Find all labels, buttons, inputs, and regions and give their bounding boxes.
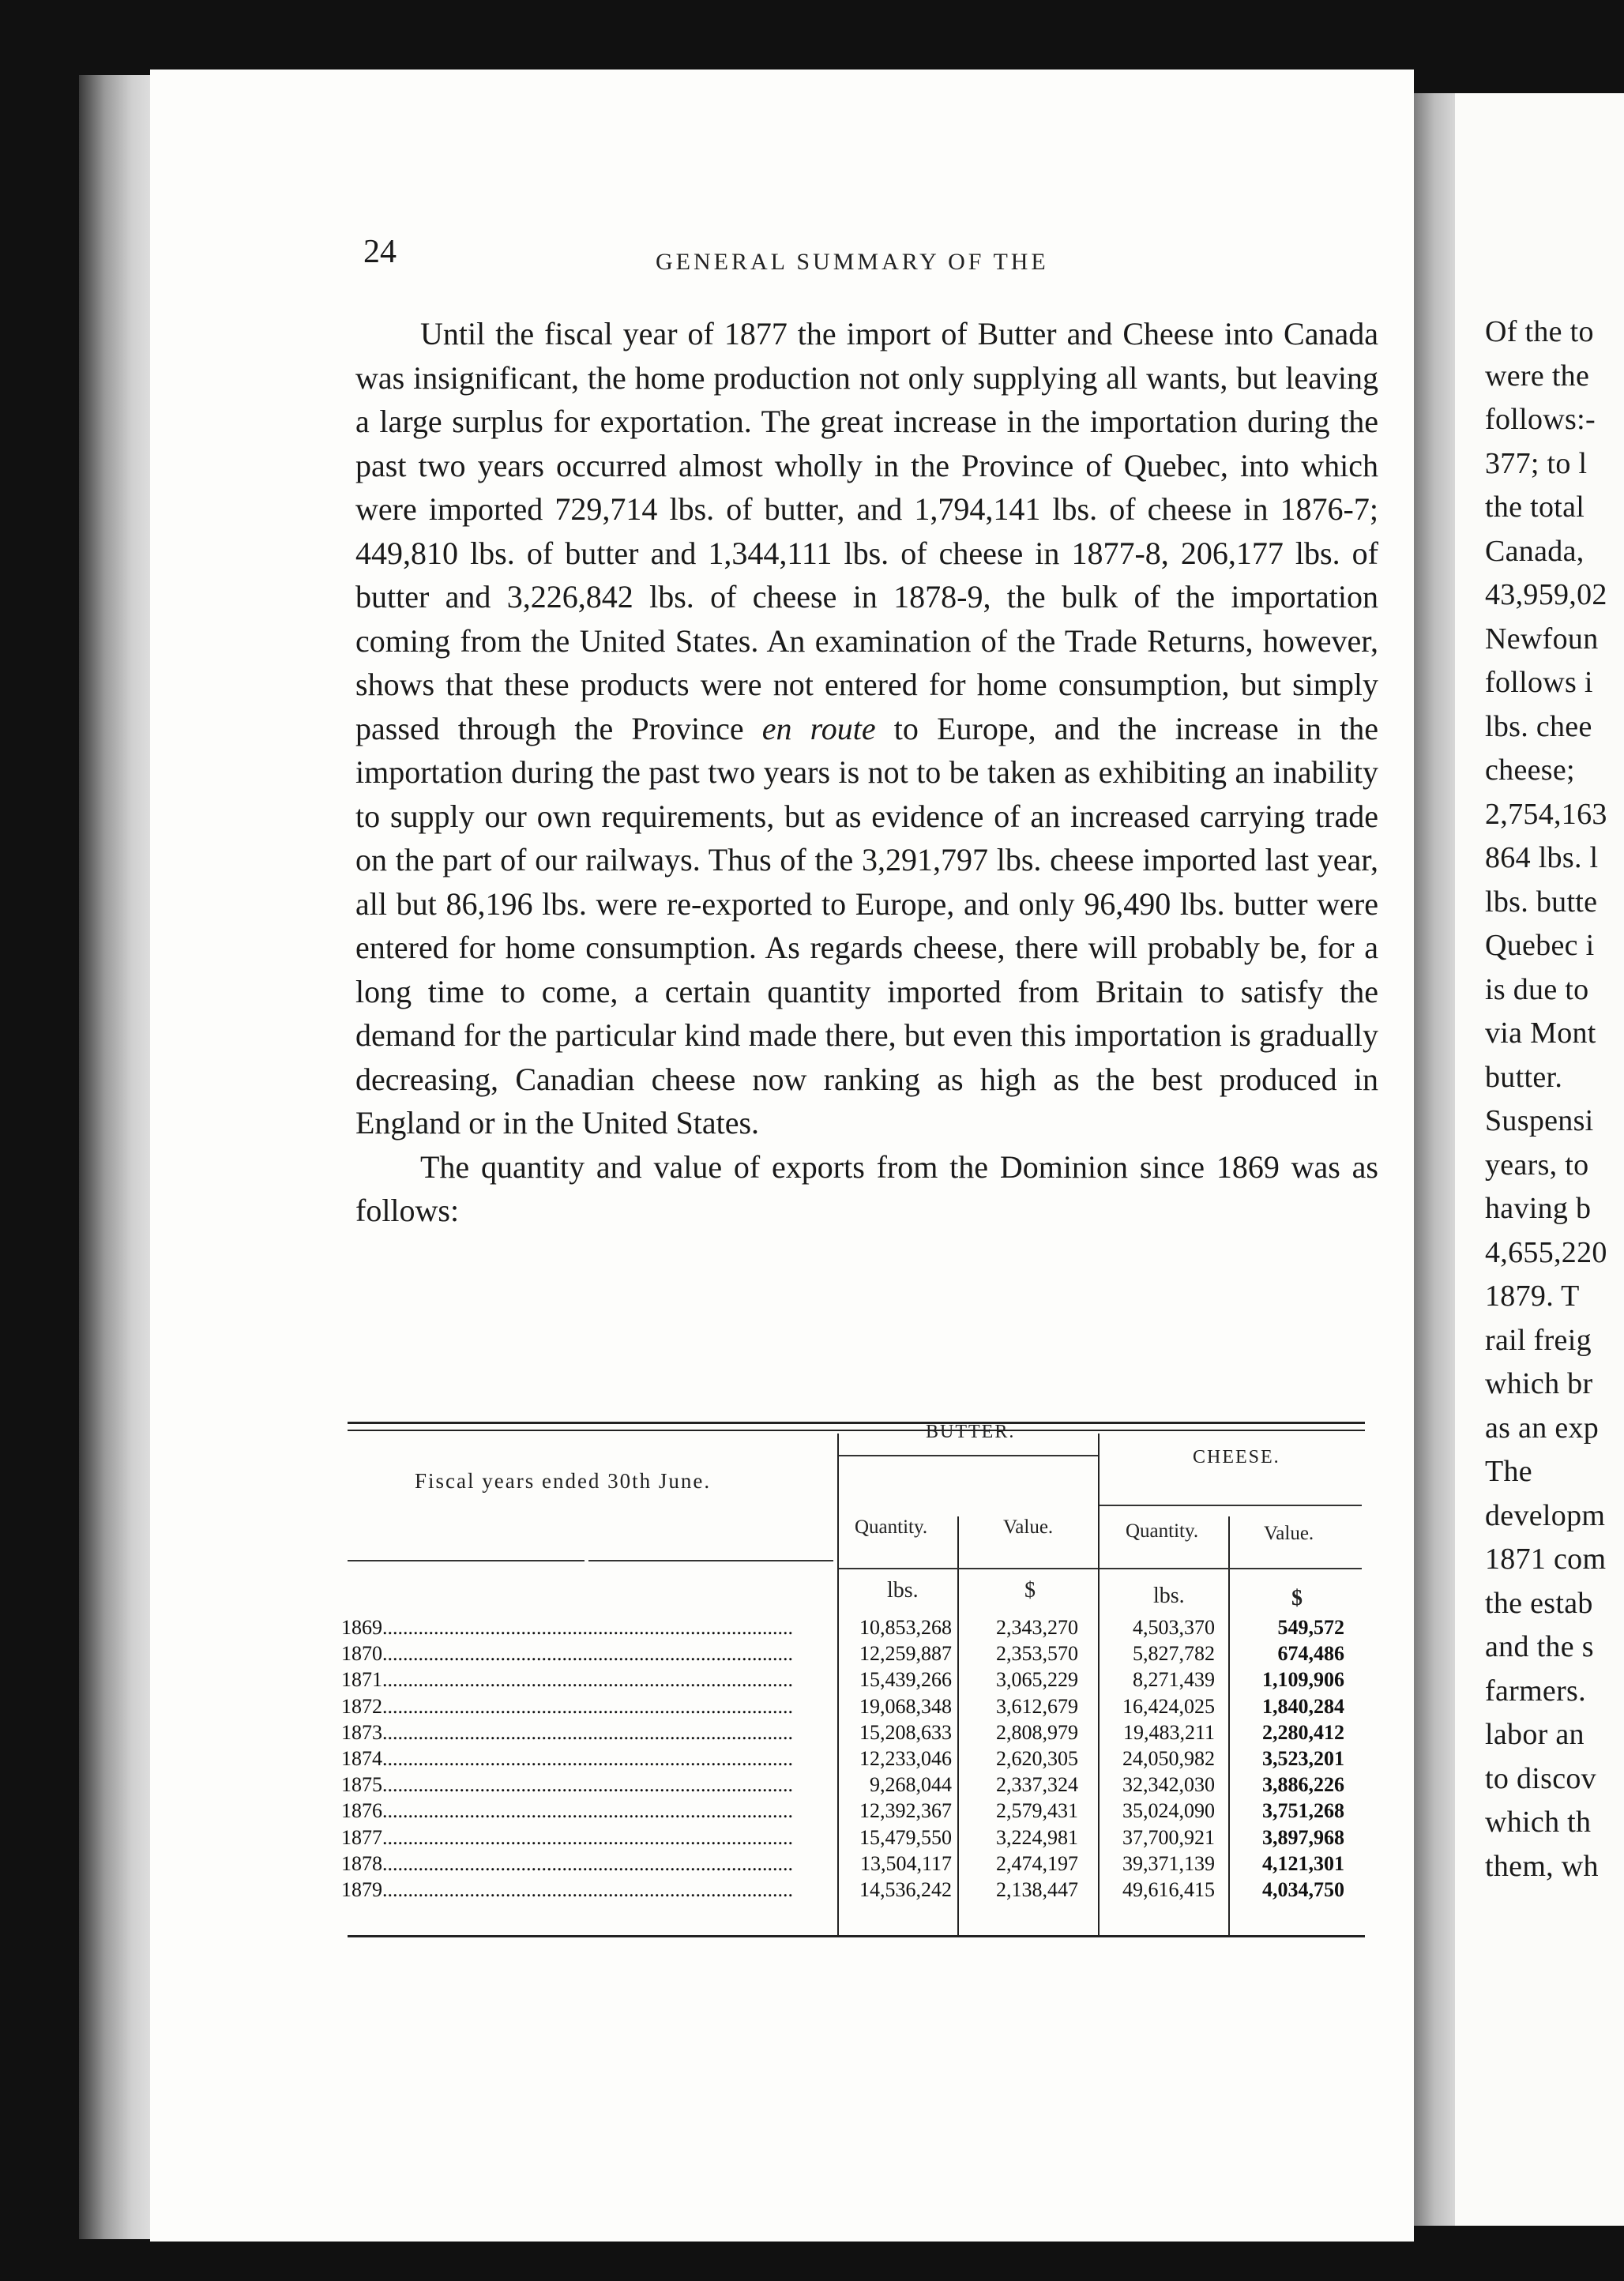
cheese-quantity-cell: 4,503,370 xyxy=(1133,1616,1215,1639)
cheese-quantity-cell: 8,271,439 xyxy=(1133,1668,1215,1692)
right-page-line: 1879. T xyxy=(1485,1280,1580,1313)
year-cell: 1871................................................................................ xyxy=(341,1668,793,1692)
butter-quantity-cell: 15,439,266 xyxy=(859,1668,952,1692)
right-page-line: cheese; xyxy=(1485,753,1575,787)
fiscal-underline xyxy=(588,1560,833,1561)
right-page-line: having b xyxy=(1485,1192,1592,1225)
cheese-quantity-cell: 37,700,921 xyxy=(1122,1825,1215,1849)
right-page-line: which br xyxy=(1485,1367,1593,1400)
cheese-value-cell: 3,886,226 xyxy=(1262,1773,1344,1797)
running-head: GENERAL SUMMARY OF THE xyxy=(656,249,1049,275)
butter-quantity-cell: 13,504,117 xyxy=(859,1851,952,1875)
right-page-line: were the xyxy=(1485,359,1590,393)
table-top-rule-thin xyxy=(348,1430,1365,1431)
year-cell: 1875................................................................................ xyxy=(341,1773,793,1797)
right-page-line: Quebec i xyxy=(1485,929,1595,962)
right-page-line: Suspensi xyxy=(1485,1104,1594,1137)
cheese-quantity-cell: 19,483,211 xyxy=(1122,1720,1215,1744)
cheese-value-cell: 4,034,750 xyxy=(1262,1878,1344,1901)
butter-unit-lbs: lbs. xyxy=(887,1578,919,1603)
right-page-line: the estab xyxy=(1485,1586,1593,1620)
right-page-line: developm xyxy=(1485,1498,1606,1532)
paragraph-2: The quantity and value of exports from the Dominion since 1869 was as follows: xyxy=(355,1148,1378,1228)
butter-sub-underline xyxy=(839,1568,1098,1569)
right-page-line: Of the to xyxy=(1485,315,1594,348)
cheese-value-cell: 549,572 xyxy=(1277,1616,1344,1639)
right-page-line: 43,959,02 xyxy=(1485,578,1607,611)
butter-quantity-cell: 9,268,044 xyxy=(870,1773,952,1797)
butter-value-cell: 2,343,270 xyxy=(996,1616,1078,1639)
paragraph-1: Until the fiscal year of 1877 the import of Butter and Cheese into Canada was insignificant, the home production not only supplying all wants, but leaving a large surplus for exportation. The great increase in the importation during the past two years occurred almost wholly in the Province of Quebec, into which were imported 729,714 lbs. of butter, and 1,794,141 lbs. of cheese in 1876-7; 449,810 lbs. of butter and 1,344,111 lbs. of cheese in 1877-8, 206,177 lbs. of butter and 3,226,842 lbs. of cheese in 1878-9, the bulk of the importation coming from the United States. An examination of the Trade Returns, however, shows that these products were not entered for home consumption, but simply passed through the Province en route to Europe, and the increase in the importation during the past two years is not to be taken as exhibiting an inability to supply our own requirements, but as evidence of an increased carrying trade on the part of our railways. Thus of the 3,291,797 lbs. cheese imported last year, all but 86,196 lbs. were re-exported to Europe, and only 96,490 lbs. butter were entered for home consumption. As regards cheese, there will probably be, for a long time to come, a certain quantity imported from Britain to satisfy the demand for the particular kind made there, but even this importation is gradually decreasing, Canadian cheese now ranking as high as the best produced in England or in the United States. xyxy=(355,316,1378,1140)
butter-value-cell: 2,579,431 xyxy=(996,1799,1078,1823)
cheese-quantity-cell: 16,424,025 xyxy=(1122,1694,1215,1718)
right-page-line: years, to xyxy=(1485,1148,1589,1182)
butter-quantity-cell: 15,208,633 xyxy=(859,1720,952,1744)
cheese-quantity-header: Quantity. xyxy=(1126,1520,1199,1542)
year-cell: 1873................................................................................ xyxy=(341,1720,793,1744)
column-rule xyxy=(957,1516,959,1935)
cheese-value-cell: 3,523,201 xyxy=(1262,1747,1344,1770)
page-right xyxy=(1455,93,1624,2226)
right-page-line: is due to xyxy=(1485,972,1589,1006)
cheese-quantity-cell: 49,616,415 xyxy=(1122,1878,1215,1901)
right-page-line: Canada, xyxy=(1485,534,1585,568)
cheese-quantity-cell: 39,371,139 xyxy=(1122,1851,1215,1875)
butter-quantity-cell: 14,536,242 xyxy=(859,1878,952,1901)
right-page-line: via Mont xyxy=(1485,1016,1596,1050)
fiscal-underline xyxy=(348,1560,585,1561)
right-page-line: them, wh xyxy=(1485,1849,1599,1883)
right-page-line: 4,655,220 xyxy=(1485,1235,1607,1269)
butter-value-header: Value. xyxy=(1003,1516,1054,1538)
year-cell: 1874................................................................................ xyxy=(341,1747,793,1770)
page-number: 24 xyxy=(363,234,397,270)
cheese-value-header: Value. xyxy=(1264,1523,1314,1544)
right-page-line: rail freig xyxy=(1485,1323,1592,1357)
cheese-unit-lbs: lbs. xyxy=(1153,1584,1185,1608)
butter-value-cell: 3,612,679 xyxy=(996,1694,1078,1718)
right-page-line: Newfoun xyxy=(1485,622,1599,656)
cheese-unit-dollar: $ xyxy=(1291,1586,1303,1610)
body-text xyxy=(355,312,1378,1233)
right-page-line: the total xyxy=(1485,490,1585,524)
butter-quantity-cell: 19,068,348 xyxy=(859,1694,952,1718)
butter-quantity-header: Quantity. xyxy=(855,1516,928,1538)
year-cell: 1878................................................................................ xyxy=(341,1851,793,1875)
right-page-line: The xyxy=(1485,1455,1532,1488)
cheese-value-cell: 674,486 xyxy=(1277,1642,1344,1666)
right-page-line: follows:- xyxy=(1485,403,1596,436)
right-page-line: 2,754,163 xyxy=(1485,797,1607,831)
table-bottom-rule xyxy=(348,1935,1365,1937)
butter-value-cell: 2,808,979 xyxy=(996,1720,1078,1744)
cheese-quantity-cell: 5,827,782 xyxy=(1133,1642,1215,1666)
right-page-line: follows i xyxy=(1485,666,1593,699)
right-page-line: lbs. butte xyxy=(1485,885,1598,919)
right-page-line: to discov xyxy=(1485,1761,1596,1795)
header-cheese: CHEESE. xyxy=(1193,1447,1280,1467)
cheese-quantity-cell: 32,342,030 xyxy=(1122,1773,1215,1797)
right-page-line: lbs. chee xyxy=(1485,709,1592,743)
cheese-value-cell: 4,121,301 xyxy=(1262,1851,1344,1875)
header-fiscal-years: Fiscal years ended 30th June. xyxy=(415,1469,712,1493)
year-cell: 1876................................................................................ xyxy=(341,1799,793,1823)
butter-header-underline xyxy=(839,1455,1098,1456)
right-page-line: as an exp xyxy=(1485,1411,1600,1445)
cheese-value-cell: 2,280,412 xyxy=(1262,1720,1344,1744)
right-page-line: butter. xyxy=(1485,1060,1563,1094)
cheese-value-cell: 1,840,284 xyxy=(1262,1694,1344,1718)
cheese-value-cell: 3,897,968 xyxy=(1262,1825,1344,1849)
butter-value-cell: 2,353,570 xyxy=(996,1642,1078,1666)
butter-quantity-cell: 12,392,367 xyxy=(859,1799,952,1823)
butter-quantity-cell: 12,259,887 xyxy=(859,1642,952,1666)
book-gutter xyxy=(1414,93,1455,2226)
butter-value-cell: 3,224,981 xyxy=(996,1825,1078,1849)
header-butter: BUTTER. xyxy=(926,1422,1016,1442)
butter-unit-dollar: $ xyxy=(1024,1578,1036,1603)
cheese-value-cell: 1,109,906 xyxy=(1262,1668,1344,1692)
butter-value-cell: 2,474,197 xyxy=(996,1851,1078,1875)
year-cell: 1872................................................................................ xyxy=(341,1694,793,1718)
right-page-line: labor an xyxy=(1485,1718,1585,1751)
butter-value-cell: 2,620,305 xyxy=(996,1747,1078,1770)
cheese-header-underline xyxy=(1100,1505,1362,1506)
butter-value-cell: 3,065,229 xyxy=(996,1668,1078,1692)
butter-quantity-cell: 15,479,550 xyxy=(859,1825,952,1849)
year-cell: 1870................................................................................ xyxy=(341,1642,793,1666)
right-page-line: farmers. xyxy=(1485,1674,1586,1708)
table-top-rule xyxy=(348,1422,1365,1424)
cheese-quantity-cell: 24,050,982 xyxy=(1122,1747,1215,1770)
right-page-line: 864 lbs. l xyxy=(1485,841,1599,874)
butter-quantity-cell: 10,853,268 xyxy=(859,1616,952,1639)
right-page-line: 1871 com xyxy=(1485,1543,1607,1576)
cheese-quantity-cell: 35,024,090 xyxy=(1122,1799,1215,1823)
year-cell: 1877................................................................................ xyxy=(341,1825,793,1849)
cheese-value-cell: 3,751,268 xyxy=(1262,1799,1344,1823)
column-rule xyxy=(1228,1516,1230,1935)
year-cell: 1879................................................................................ xyxy=(341,1878,793,1901)
right-page-line: which th xyxy=(1485,1806,1592,1839)
right-page-line: 377; to l xyxy=(1485,446,1588,480)
cheese-sub-underline xyxy=(1100,1568,1362,1569)
year-cell: 1869................................................................................ xyxy=(341,1616,793,1639)
butter-value-cell: 2,337,324 xyxy=(996,1773,1078,1797)
right-page-line: and the s xyxy=(1485,1630,1594,1663)
butter-quantity-cell: 12,233,046 xyxy=(859,1747,952,1770)
butter-value-cell: 2,138,447 xyxy=(996,1878,1078,1901)
